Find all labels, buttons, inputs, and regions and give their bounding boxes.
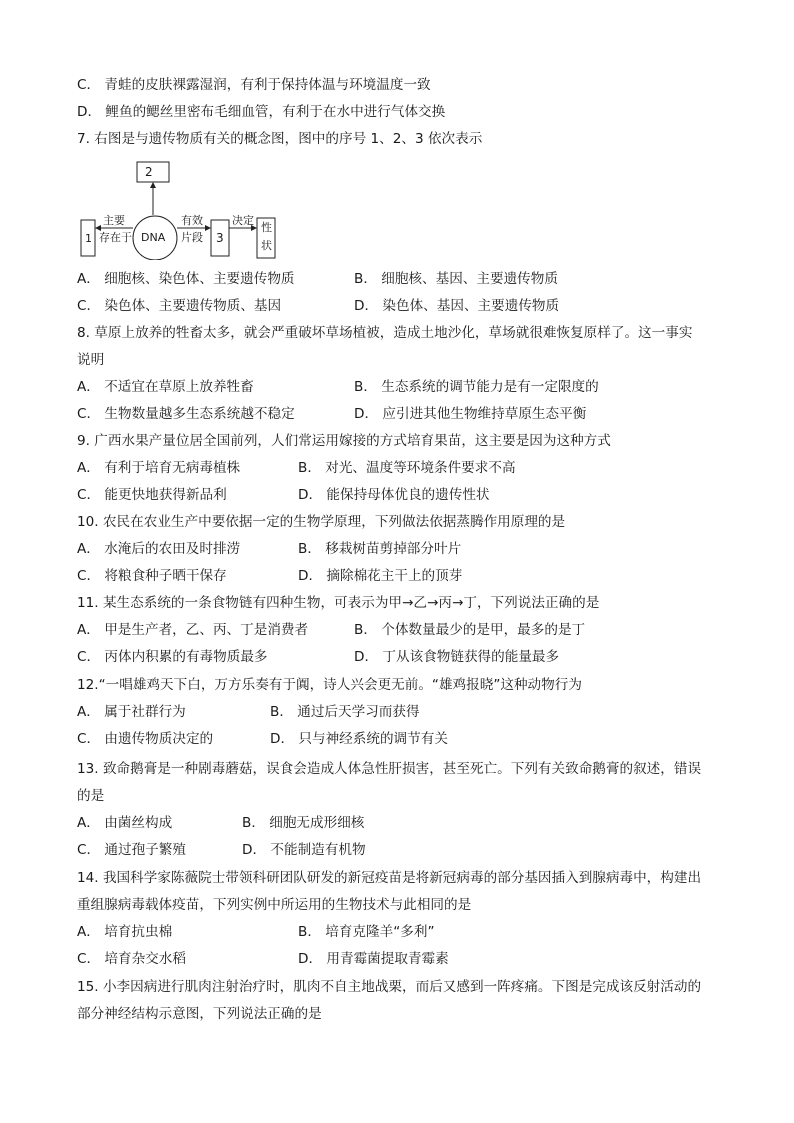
q13-option-d: D． 不能制造有机物: [242, 842, 366, 858]
q13-option-c: C． 通过孢子繁殖: [77, 842, 186, 858]
q6-option-c: C． 青蛙的皮肤裸露湿润，有利于保持体温与环境温度一致: [77, 77, 431, 93]
question-8: 8. 草原上放养的牲畜太多，就会严重破坏草场植被，造成土地沙化，草场就很难恢复原样了。这一事实: [77, 325, 693, 341]
question-15-cont: 部分神经结构示意图，下列说法正确的是: [77, 1006, 322, 1022]
q11-option-c: C． 丙体内积累的有毒物质最多: [77, 649, 268, 665]
diagram-box-3: 3: [216, 231, 224, 245]
q6-option-d: D． 鲤鱼的鳃丝里密布毛细血管，有利于在水中进行气体交换: [77, 104, 446, 120]
q13-option-a: A． 由菌丝构成: [77, 815, 173, 831]
q14-option-a: A． 培育抗虫棉: [77, 924, 173, 940]
diagram-dna-label: DNA: [141, 231, 166, 244]
q13-option-b: B． 细胞无成形细核: [242, 815, 365, 831]
diagram-box-1: 1: [85, 232, 92, 245]
q11-option-b: B． 个体数量最少的是甲，最多的是丁: [354, 622, 586, 638]
q10-option-b: B． 移栽树苗剪掉部分叶片: [298, 541, 462, 557]
diagram-label-segment: 片段: [181, 231, 203, 244]
q10-option-d: D． 摘除棉花主干上的顶芽: [298, 568, 463, 584]
question-14-cont: 重组腺病毒载体疫苗，下列实例中所运用的生物技术与此相同的是: [77, 897, 472, 913]
question-9: 9. 广西水果产量位居全国前列，人们常运用嫁接的方式培育果苗，这主要是因为这种方式: [77, 433, 611, 449]
q12-option-c: C． 由遗传物质决定的: [77, 731, 214, 747]
q14-option-b: B． 培育克隆羊“多利”: [298, 924, 435, 940]
question-13-cont: 的是: [77, 788, 105, 804]
q9-option-b: B． 对光、温度等环境条件要求不高: [298, 460, 516, 476]
genetic-concept-diagram: [77, 160, 287, 260]
q8-option-d: D． 应引进其他生物维持草原生态平衡: [354, 406, 587, 422]
question-15: 15. 小李因病进行肌肉注射治疗时，肌肉不自主地战栗，而后又感到一阵疼痛。下图是完成该反射活动的: [77, 979, 702, 995]
q8-option-a: A． 不适宜在草原上放养牲畜: [77, 379, 254, 395]
q10-option-a: A． 水淹后的农田及时排涝: [77, 541, 241, 557]
q11-option-a: A． 甲是生产者，乙、丙、丁是消费者: [77, 622, 309, 638]
diagram-label-effective: 有效: [181, 214, 203, 227]
q12-option-a: A． 属于社群行为: [77, 704, 186, 720]
q9-option-d: D． 能保持母体优良的遗传性状: [298, 487, 490, 503]
question-8-cont: 说明: [77, 352, 105, 368]
diagram-label-main: 主要: [103, 214, 125, 227]
q8-option-c: C． 生物数量越多生态系统越不稳定: [77, 406, 295, 422]
q10-option-c: C． 将粮食种子晒干保存: [77, 568, 227, 584]
q9-option-a: A． 有利于培育无病毒植株: [77, 460, 241, 476]
q11-option-d: D． 丁从该食物链获得的能量最多: [354, 649, 560, 665]
q7-option-a: A． 细胞核、染色体、主要遗传物质: [77, 271, 295, 287]
q12-option-d: D． 只与神经系统的调节有关: [270, 731, 448, 747]
q12-option-b: B． 通过后天学习而获得: [270, 704, 420, 720]
diagram-trait-bottom: 状: [261, 239, 272, 252]
question-14: 14. 我国科学家陈薇院士带领科研团队研发的新冠疫苗是将新冠病毒的部分基因插入到腺病毒中，构建出: [77, 870, 702, 886]
question-7: 7. 右图是与遗传物质有关的概念图，图中的序号 1、2、3 依次表示: [77, 131, 483, 147]
question-11: 11. 某生态系统的一条食物链有四种生物，可表示为甲→乙→丙→丁，下列说法正确的是: [77, 595, 600, 611]
q7-option-c: C． 染色体、主要遗传物质、基因: [77, 298, 282, 314]
question-10: 10. 农民在农业生产中要依据一定的生物学原理，下列做法依据蒸腾作用原理的是: [77, 514, 566, 530]
q14-option-c: C． 培育杂交水稻: [77, 951, 186, 967]
question-13: 13. 致命鹅膏是一种剧毒蘑菇，误食会造成人体急性肝损害，甚至死亡。下列有关致命鹅膏的叙述，错误: [77, 761, 702, 777]
diagram-box-2: 2: [145, 165, 153, 179]
q7-option-d: D． 染色体、基因、主要遗传物质: [354, 298, 560, 314]
diagram-shapes: [77, 160, 287, 260]
q7-option-b: B． 细胞核、基因、主要遗传物质: [354, 271, 558, 287]
diagram-label-determine: 决定: [232, 214, 254, 227]
question-12: 12.“一唱雄鸡天下白，万方乐奏有于阗，诗人兴会更无前。“雄鸡报晓”这种动物行为: [77, 677, 582, 693]
q9-option-c: C． 能更快地获得新品利: [77, 487, 227, 503]
q8-option-b: B． 生态系统的调节能力是有一定限度的: [354, 379, 599, 395]
q14-option-d: D． 用青霉菌提取青霉素: [298, 951, 449, 967]
diagram-label-exists-in: 存在于: [99, 231, 132, 244]
diagram-trait-top: 性: [261, 221, 272, 234]
